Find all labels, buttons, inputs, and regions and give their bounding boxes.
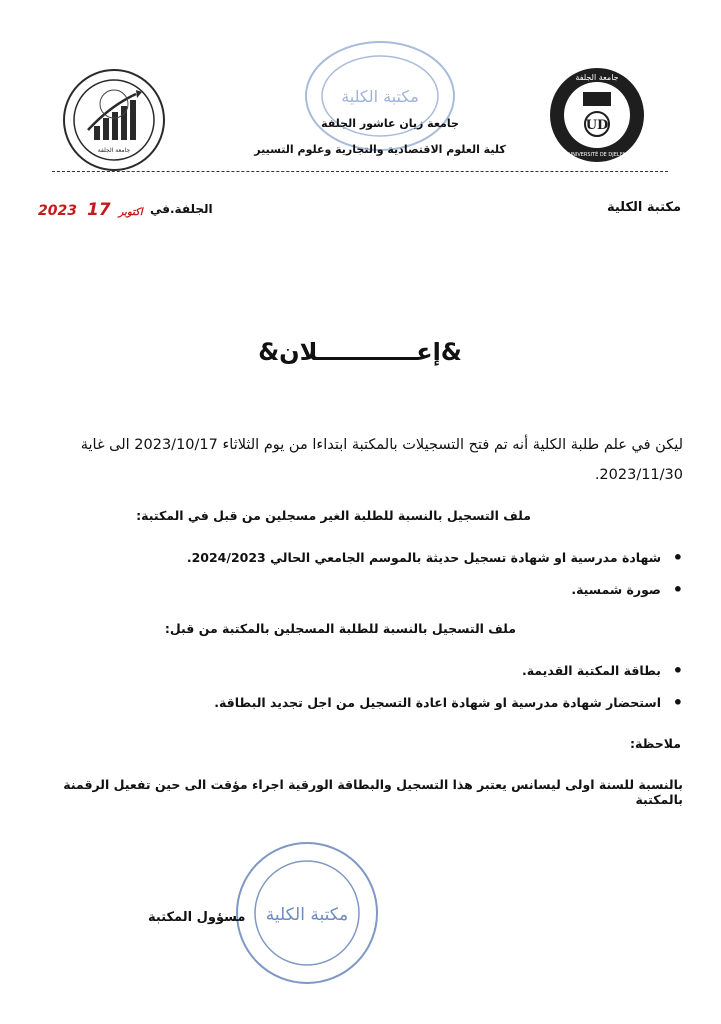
note-text: بالنسبة للسنة اولى ليسانس يعتبر هذا التسجيل والبطاقة الورقية اجراء مؤقت الى حين تفعيل الرقمنة بالمكتبة: [63, 777, 683, 807]
list-item: • بطاقة المكتبة القديمة.: [83, 661, 683, 693]
university-logo-arabic: جامعة الجلفة: [575, 73, 619, 82]
header-divider: [52, 171, 668, 172]
registered-students-heading: ملف التسجيل بالنسبة للطلبة المسجلين بالمكتبة من قبل:: [164, 621, 516, 636]
library-stamp-top-text: مكتبة الكلية: [341, 87, 419, 106]
new-students-heading: ملف التسجيل بالنسبة للطلبة الغير مسجلين من قبل في المكتبة:: [136, 508, 531, 523]
library-label: مكتبة الكلية: [606, 200, 681, 215]
note-label: ملاحظة:: [630, 736, 681, 751]
faculty-name: كلية العلوم الاقتصادية والتجارية وعلوم التسيير: [254, 143, 506, 156]
date-month: اكتوبر: [118, 207, 143, 218]
university-logo-letters: UD: [585, 118, 609, 133]
announcement-text: ليكن في علم طلبة الكلية أنه تم فتح التسجيلات بالمكتبة ابتداءا من يوم الثلاثاء 2023/10/17 الى غاية 2023/11/30.: [80, 437, 683, 483]
list-item: • استحضار شهادة مدرسية او شهادة اعادة التسجيل من اجل تجديد البطاقة.: [83, 693, 683, 725]
faculty-logo-text: جامعة الجلفة: [97, 147, 131, 154]
library-stamp-top: [300, 36, 460, 156]
date-year: 2023: [38, 203, 77, 219]
list-item: • صورة شمسية.: [83, 580, 683, 612]
handwritten-date: [38, 200, 143, 220]
library-stamp-bottom-text: مكتبة الكلية: [265, 905, 349, 925]
place-label: الجلفة.في: [150, 202, 213, 216]
date-day: 17: [86, 200, 111, 220]
new-students-list: [83, 548, 683, 612]
university-logo-caption: UNIVERSITÉ DE DJELFA: [568, 152, 626, 158]
university-logo: [548, 66, 646, 164]
announcement-title: &إعــــــــــــلان&: [258, 338, 462, 366]
university-name: جامعة زيان عاشور الجلفة: [321, 117, 459, 130]
faculty-logo: [62, 68, 166, 172]
signature-label: مسؤول المكتبة: [148, 910, 246, 925]
library-stamp-bottom: [232, 838, 382, 988]
list-item: • شهادة مدرسية او شهادة تسجيل حديثة بالموسم الجامعي الحالي 2024/2023.: [83, 548, 683, 580]
registered-students-list: [83, 661, 683, 725]
